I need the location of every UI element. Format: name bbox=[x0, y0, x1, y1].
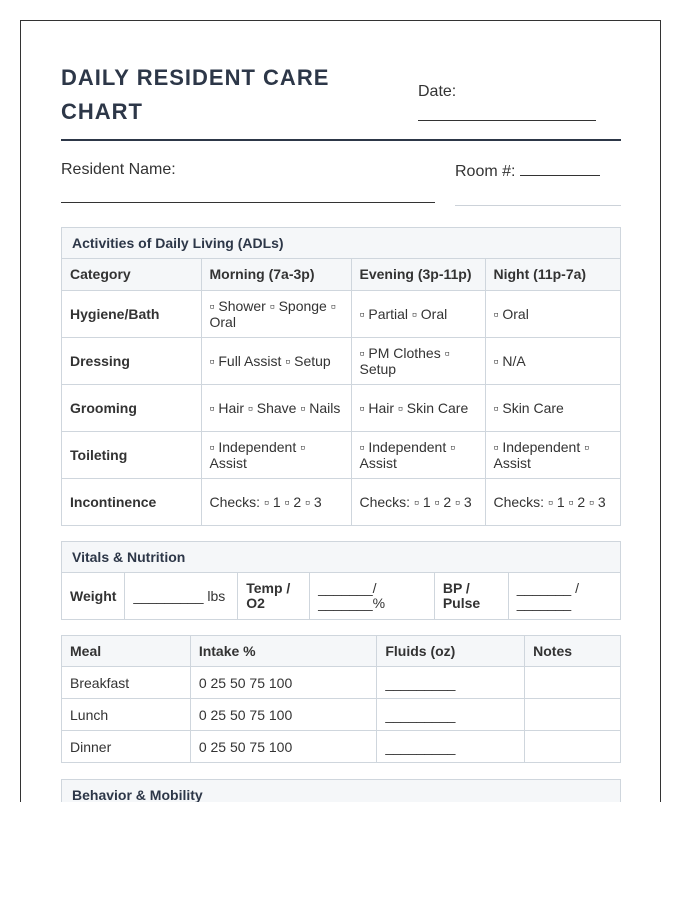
adl-header-row bbox=[62, 259, 620, 290]
adl-evening-cell[interactable]: Checks: ▫ 1 ▫ 2 ▫ 3 bbox=[351, 478, 485, 525]
vitals-row bbox=[62, 573, 620, 619]
temp-label: Temp / O2 bbox=[238, 573, 310, 619]
adl-morning-cell[interactable]: ▫ Independent ▫ Assist bbox=[201, 431, 351, 478]
meal-notes[interactable] bbox=[525, 699, 621, 731]
adl-evening-cell[interactable]: ▫ Independent ▫ Assist bbox=[351, 431, 485, 478]
table-row bbox=[62, 731, 621, 763]
adl-col-morning: Morning (7a-3p) bbox=[201, 259, 351, 290]
behavior-section-title: Behavior & Mobility bbox=[62, 780, 620, 802]
table-row bbox=[62, 337, 620, 384]
meal-col-meal: Meal bbox=[62, 636, 191, 667]
adl-night-cell[interactable]: ▫ Oral bbox=[485, 290, 620, 337]
meal-name: Breakfast bbox=[62, 667, 191, 699]
temp-input[interactable]: _______/ _______% bbox=[310, 573, 435, 619]
meal-notes[interactable] bbox=[525, 667, 621, 699]
adl-category: Incontinence bbox=[62, 478, 201, 525]
adl-evening-cell[interactable]: ▫ PM Clothes ▫ Setup bbox=[351, 337, 485, 384]
vitals-section-title: Vitals & Nutrition bbox=[62, 542, 620, 573]
meal-fluids[interactable]: _________ bbox=[377, 731, 525, 763]
adl-night-cell[interactable]: Checks: ▫ 1 ▫ 2 ▫ 3 bbox=[485, 478, 620, 525]
meal-header-row bbox=[62, 636, 621, 667]
meal-col-intake: Intake % bbox=[190, 636, 377, 667]
adl-night-cell[interactable]: ▫ N/A bbox=[485, 337, 620, 384]
adl-category: Toileting bbox=[62, 431, 201, 478]
room-label: Room #: bbox=[455, 163, 516, 180]
resident-info bbox=[61, 161, 621, 231]
adl-col-category: Category bbox=[62, 259, 201, 290]
title-line-1: DAILY RESIDENT CARE bbox=[61, 65, 330, 90]
vitals-section bbox=[61, 541, 621, 620]
meal-col-fluids: Fluids (oz) bbox=[377, 636, 525, 667]
adl-section-title: Activities of Daily Living (ADLs) bbox=[62, 228, 620, 259]
table-row bbox=[62, 478, 620, 525]
adl-evening-cell[interactable]: ▫ Hair ▫ Skin Care bbox=[351, 384, 485, 431]
room-number-field[interactable] bbox=[455, 161, 621, 206]
date-label: Date: bbox=[418, 83, 457, 100]
adl-category: Hygiene/Bath bbox=[62, 290, 201, 337]
adl-section bbox=[61, 227, 621, 526]
adl-night-cell[interactable]: ▫ Independent ▫ Assist bbox=[485, 431, 620, 478]
adl-category: Grooming bbox=[62, 384, 201, 431]
adl-col-night: Night (11p-7a) bbox=[485, 259, 620, 290]
weight-input[interactable]: _________ lbs bbox=[125, 573, 238, 619]
bp-input[interactable]: _______ / _______ bbox=[508, 573, 620, 619]
meal-intake[interactable]: 0 25 50 75 100 bbox=[190, 699, 377, 731]
adl-morning-cell[interactable]: ▫ Full Assist ▫ Setup bbox=[201, 337, 351, 384]
title-line-2: CHART bbox=[61, 99, 143, 124]
table-row bbox=[62, 384, 620, 431]
adl-evening-cell[interactable]: ▫ Partial ▫ Oral bbox=[351, 290, 485, 337]
meal-col-notes: Notes bbox=[525, 636, 621, 667]
date-field[interactable] bbox=[418, 83, 598, 121]
table-row bbox=[62, 667, 621, 699]
meal-table bbox=[61, 635, 621, 763]
meal-intake[interactable]: 0 25 50 75 100 bbox=[190, 731, 377, 763]
adl-col-evening: Evening (3p-11p) bbox=[351, 259, 485, 290]
room-line[interactable] bbox=[520, 161, 600, 176]
chart-header bbox=[61, 61, 621, 141]
meal-name: Lunch bbox=[62, 699, 191, 731]
weight-label: Weight bbox=[62, 573, 125, 619]
adl-morning-cell[interactable]: Checks: ▫ 1 ▫ 2 ▫ 3 bbox=[201, 478, 351, 525]
date-line[interactable] bbox=[418, 119, 596, 121]
resident-name-label: Resident Name: bbox=[61, 161, 176, 178]
meal-intake[interactable]: 0 25 50 75 100 bbox=[190, 667, 377, 699]
meal-fluids[interactable]: _________ bbox=[377, 699, 525, 731]
meal-notes[interactable] bbox=[525, 731, 621, 763]
bp-label: BP / Pulse bbox=[434, 573, 508, 619]
adl-table bbox=[62, 259, 620, 525]
table-row bbox=[62, 290, 620, 337]
care-chart-page bbox=[20, 20, 661, 802]
vitals-table bbox=[62, 573, 620, 619]
table-row bbox=[62, 699, 621, 731]
adl-category: Dressing bbox=[62, 337, 201, 384]
behavior-section bbox=[61, 779, 621, 802]
page-title bbox=[61, 61, 391, 129]
adl-night-cell[interactable]: ▫ Skin Care bbox=[485, 384, 620, 431]
resident-name-field[interactable] bbox=[61, 161, 435, 203]
meal-fluids[interactable]: _________ bbox=[377, 667, 525, 699]
table-row bbox=[62, 431, 620, 478]
adl-morning-cell[interactable]: ▫ Shower ▫ Sponge ▫ Oral bbox=[201, 290, 351, 337]
meal-name: Dinner bbox=[62, 731, 191, 763]
adl-morning-cell[interactable]: ▫ Hair ▫ Shave ▫ Nails bbox=[201, 384, 351, 431]
